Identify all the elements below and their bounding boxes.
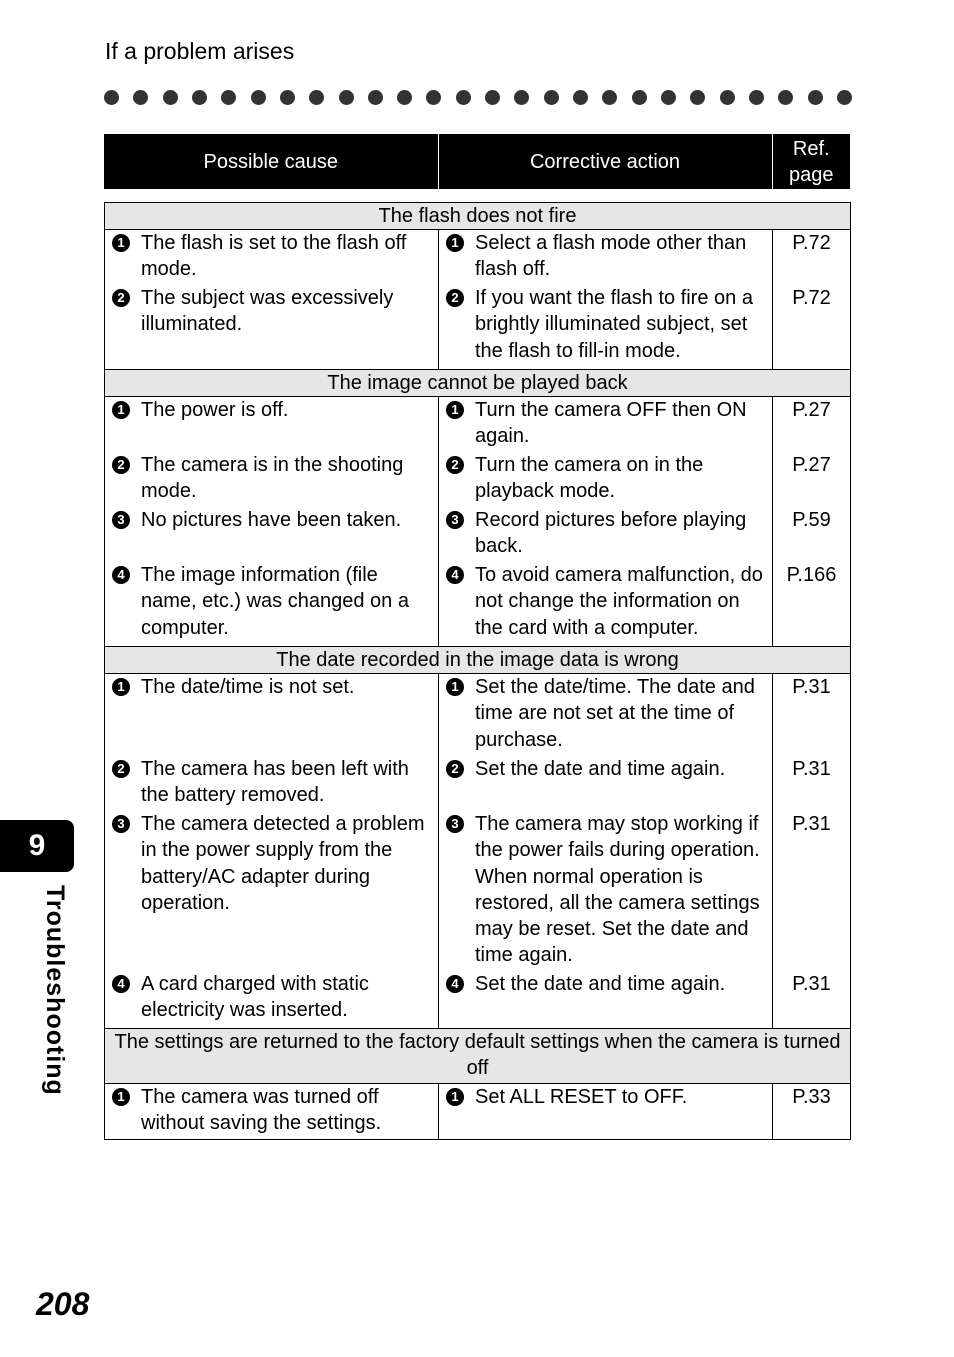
action-text: Set the date and time again.	[475, 973, 726, 995]
number-badge: 3	[446, 511, 464, 529]
column-header-table	[104, 134, 850, 189]
action-item	[439, 397, 772, 450]
ref-page: P.166	[773, 562, 851, 647]
number-badge: 2	[446, 456, 464, 474]
number-badge: 1	[446, 1088, 464, 1106]
divider-dot	[104, 90, 119, 105]
number-badge: 2	[446, 760, 464, 778]
cause-text: The camera detected a problem in the power supply from the battery/AC adapter during operation.	[141, 813, 425, 914]
divider-dot	[426, 90, 441, 105]
divider-dot	[544, 90, 559, 105]
cause-text: The power is off.	[141, 399, 289, 421]
divider-dot	[397, 90, 412, 105]
divider-dot	[690, 90, 705, 105]
cause-item	[105, 285, 438, 338]
divider-dot	[602, 90, 617, 105]
divider-dot	[514, 90, 529, 105]
column-header-cause: Possible cause	[203, 150, 339, 173]
ref-page: P.31	[773, 811, 851, 971]
section-header-row	[105, 647, 851, 674]
section-title: The flash does not fire	[105, 203, 851, 230]
action-text: Turn the camera on in the playback mode.	[475, 454, 704, 503]
ref-page: P.33	[773, 1084, 851, 1140]
number-badge: 1	[446, 234, 464, 252]
action-item	[439, 811, 772, 969]
action-item	[439, 971, 772, 997]
number-badge: 3	[112, 815, 130, 833]
number-badge: 2	[112, 760, 130, 778]
action-text: Set ALL RESET to OFF.	[475, 1086, 688, 1108]
number-badge: 3	[446, 815, 464, 833]
action-text: The camera may stop working if the power fails during operation. When normal operation is restored, all the camera settings may be reset. Set the date and time again.	[475, 813, 760, 967]
ref-page: P.72	[773, 230, 851, 286]
section-title: The date recorded in the image data is wrong	[105, 647, 851, 674]
cause-text: The camera is in the shooting mode.	[141, 454, 404, 503]
number-badge: 4	[112, 975, 130, 993]
number-badge: 1	[446, 401, 464, 419]
ref-page: P.31	[773, 674, 851, 757]
action-item	[439, 562, 772, 641]
divider-dot	[808, 90, 823, 105]
ref-page: P.31	[773, 971, 851, 1029]
action-item	[439, 674, 772, 753]
section-header-row	[105, 370, 851, 397]
dot-divider	[104, 90, 852, 106]
table-row	[105, 811, 851, 971]
chapter-tab: 9	[0, 820, 74, 872]
action-item	[439, 452, 772, 505]
cause-item	[105, 562, 438, 641]
section-header-row	[105, 203, 851, 230]
divider-dot	[163, 90, 178, 105]
cause-item	[105, 507, 438, 533]
table-row	[105, 452, 851, 507]
cause-item	[105, 452, 438, 505]
ref-page: P.72	[773, 285, 851, 370]
table-row	[105, 397, 851, 453]
divider-dot	[280, 90, 295, 105]
action-text: If you want the flash to fire on a brightly illuminated subject, set the flash to fill-in mode.	[475, 287, 753, 362]
number-badge: 3	[112, 511, 130, 529]
cause-item	[105, 674, 438, 700]
divider-dot	[749, 90, 764, 105]
number-badge: 1	[112, 1088, 130, 1106]
action-item	[439, 756, 772, 782]
number-badge: 1	[112, 234, 130, 252]
divider-dot	[251, 90, 266, 105]
action-text: Set the date/time. The date and time are not set at the time of purchase.	[475, 676, 755, 751]
number-badge: 1	[112, 401, 130, 419]
divider-dot	[720, 90, 735, 105]
table-row	[105, 1084, 851, 1140]
action-text: Set the date and time again.	[475, 758, 726, 780]
number-badge: 1	[446, 678, 464, 696]
action-text: Turn the camera OFF then ON again.	[475, 399, 747, 448]
ref-page: P.59	[773, 507, 851, 562]
cause-text: The flash is set to the flash off mode.	[141, 232, 407, 281]
column-header-ref	[772, 134, 850, 189]
divider-dot	[632, 90, 647, 105]
number-badge: 2	[112, 456, 130, 474]
ref-page: P.27	[773, 397, 851, 453]
divider-dot	[339, 90, 354, 105]
divider-dot	[309, 90, 324, 105]
table-row	[105, 562, 851, 647]
divider-dot	[837, 90, 852, 105]
table-row	[105, 285, 851, 370]
table-row	[105, 674, 851, 757]
cause-text: The subject was excessively illuminated.	[141, 287, 394, 336]
chapter-label: Troubleshooting	[41, 885, 69, 1096]
number-badge: 4	[446, 975, 464, 993]
action-item	[439, 230, 772, 283]
divider-dot	[456, 90, 471, 105]
cause-text: The image information (file name, etc.) was changed on a computer.	[141, 564, 409, 639]
ref-page: P.31	[773, 756, 851, 811]
section-title: The image cannot be played back	[105, 370, 851, 397]
cause-text: The camera was turned off without saving the settings.	[141, 1086, 382, 1135]
number-badge: 2	[446, 289, 464, 307]
divider-dot	[485, 90, 500, 105]
divider-dot	[221, 90, 236, 105]
number-badge: 2	[112, 289, 130, 307]
cause-text: A card charged with static electricity was inserted.	[141, 973, 369, 1022]
action-text: Record pictures before playing back.	[475, 509, 747, 558]
number-badge: 1	[112, 678, 130, 696]
troubleshooting-table	[104, 202, 851, 1140]
divider-dot	[192, 90, 207, 105]
table-row	[105, 971, 851, 1029]
action-text: Select a flash mode other than flash off.	[475, 232, 747, 281]
column-header-ref-line2: page	[789, 163, 834, 186]
cause-item	[105, 397, 438, 423]
action-item	[439, 285, 772, 364]
table-row	[105, 507, 851, 562]
action-item	[439, 507, 772, 560]
divider-dot	[133, 90, 148, 105]
cause-item	[105, 756, 438, 809]
cause-text: The camera has been left with the battery removed.	[141, 758, 409, 807]
page-number: 208	[36, 1286, 90, 1322]
number-badge: 4	[112, 566, 130, 584]
divider-dot	[661, 90, 676, 105]
cause-item	[105, 1084, 438, 1137]
table-row	[105, 230, 851, 286]
action-item	[439, 1084, 772, 1110]
cause-text: No pictures have been taken.	[141, 509, 402, 531]
column-header-ref-line1: Ref.	[792, 137, 830, 160]
table-row	[105, 756, 851, 811]
action-text: To avoid camera malfunction, do not change the information on the card with a computer.	[475, 564, 763, 639]
divider-dot	[778, 90, 793, 105]
cause-text: The date/time is not set.	[141, 676, 355, 698]
page-header-title: If a problem arises	[105, 38, 295, 64]
divider-dot	[368, 90, 383, 105]
cause-item	[105, 230, 438, 283]
number-badge: 4	[446, 566, 464, 584]
cause-item	[105, 811, 438, 916]
section-header-row	[105, 1029, 851, 1084]
divider-dot	[573, 90, 588, 105]
cause-item	[105, 971, 438, 1024]
ref-page: P.27	[773, 452, 851, 507]
section-title: The settings are returned to the factory default settings when the camera is turned off	[105, 1029, 851, 1084]
column-header-action: Corrective action	[438, 134, 772, 189]
